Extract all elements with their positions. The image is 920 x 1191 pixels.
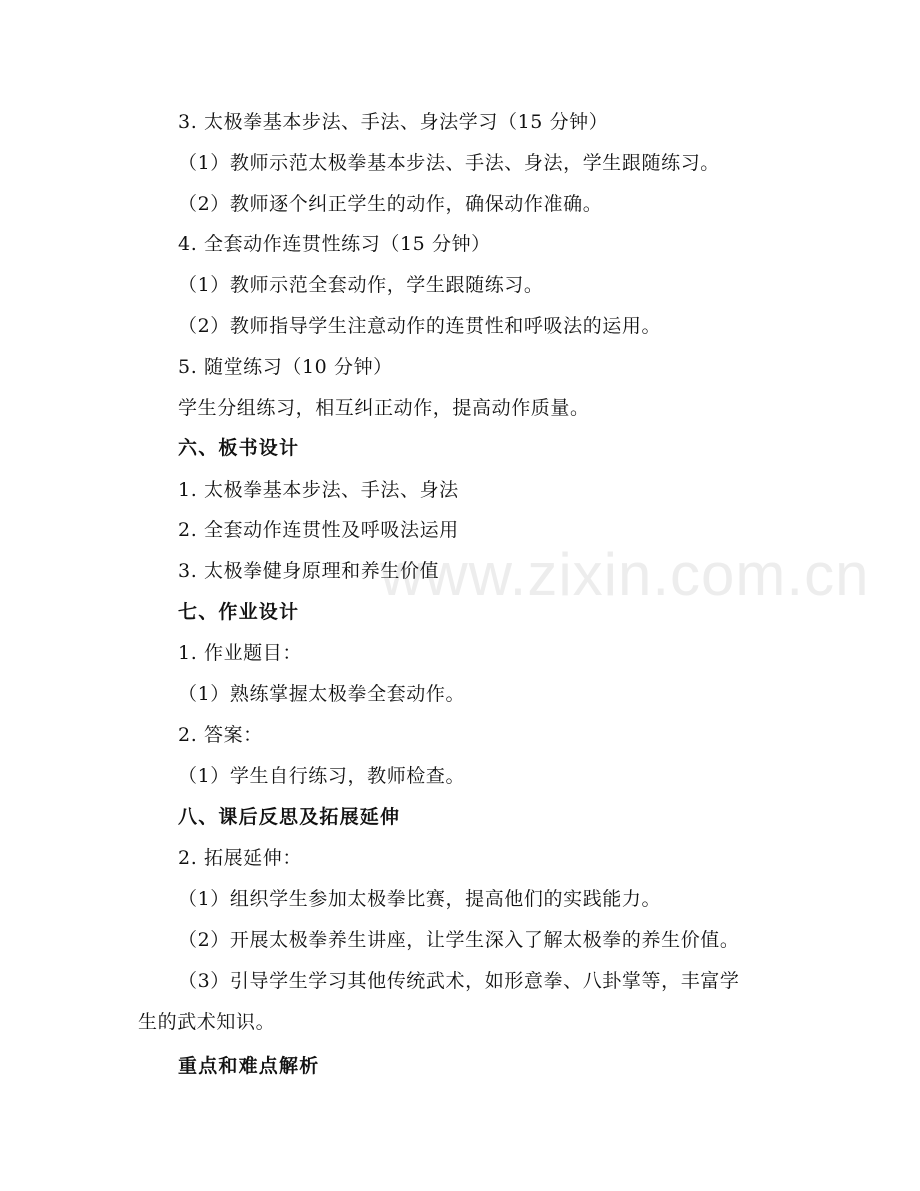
section-6-item-2: 2. 全套动作连贯性及呼吸法运用 xyxy=(178,519,459,541)
section-8-heading: 八、课后反思及拓展延伸 xyxy=(178,806,401,828)
section-7-item-2-sub-1: （1）学生自行练习，教师检查。 xyxy=(178,765,466,787)
section-7-heading: 七、作业设计 xyxy=(178,601,300,623)
section-8-item-2-sub-1: （1）组织学生参加太极拳比赛，提高他们的实践能力。 xyxy=(178,888,662,910)
step-4-item-1: （1）教师示范全套动作，学生跟随练习。 xyxy=(178,274,544,296)
section-7-item-1: 1. 作业题目： xyxy=(178,642,302,664)
step-4-heading: 4. 全套动作连贯性练习（15 分钟） xyxy=(178,233,491,255)
section-6-heading: 六、板书设计 xyxy=(178,437,300,459)
step-3-heading: 3. 太极拳基本步法、手法、身法学习（15 分钟） xyxy=(178,111,609,133)
section-6-item-3: 3. 太极拳健身原理和养生价值 xyxy=(178,560,440,582)
step-4-item-2: （2）教师指导学生注意动作的连贯性和呼吸法的运用。 xyxy=(178,315,662,337)
section-8-item-2: 2. 拓展延伸： xyxy=(178,847,302,869)
watermark: www.zixin.com.cn xyxy=(380,541,870,608)
section-6-item-1: 1. 太极拳基本步法、手法、身法 xyxy=(178,479,459,501)
section-8-item-2-sub-3: （3）引导学生学习其他传统武术，如形意拳、八卦掌等，丰富学 xyxy=(178,970,740,992)
section-7-item-1-sub-1: （1）熟练掌握太极拳全套动作。 xyxy=(178,683,466,705)
step-3-item-1: （1）教师示范太极拳基本步法、手法、身法，学生跟随练习。 xyxy=(178,152,720,174)
step-5-body: 学生分组练习，相互纠正动作，提高动作质量。 xyxy=(178,397,590,419)
step-5-heading: 5. 随堂练习（10 分钟） xyxy=(178,356,393,378)
step-3-item-2: （2）教师逐个纠正学生的动作，确保动作准确。 xyxy=(178,193,603,215)
key-points-heading: 重点和难点解析 xyxy=(178,1055,320,1077)
section-7-item-2: 2. 答案： xyxy=(178,724,263,746)
section-8-item-2-sub-3-continued: 生的武术知识。 xyxy=(138,1011,276,1033)
section-8-item-2-sub-2: （2）开展太极拳养生讲座，让学生深入了解太极拳的养生价值。 xyxy=(178,929,740,951)
